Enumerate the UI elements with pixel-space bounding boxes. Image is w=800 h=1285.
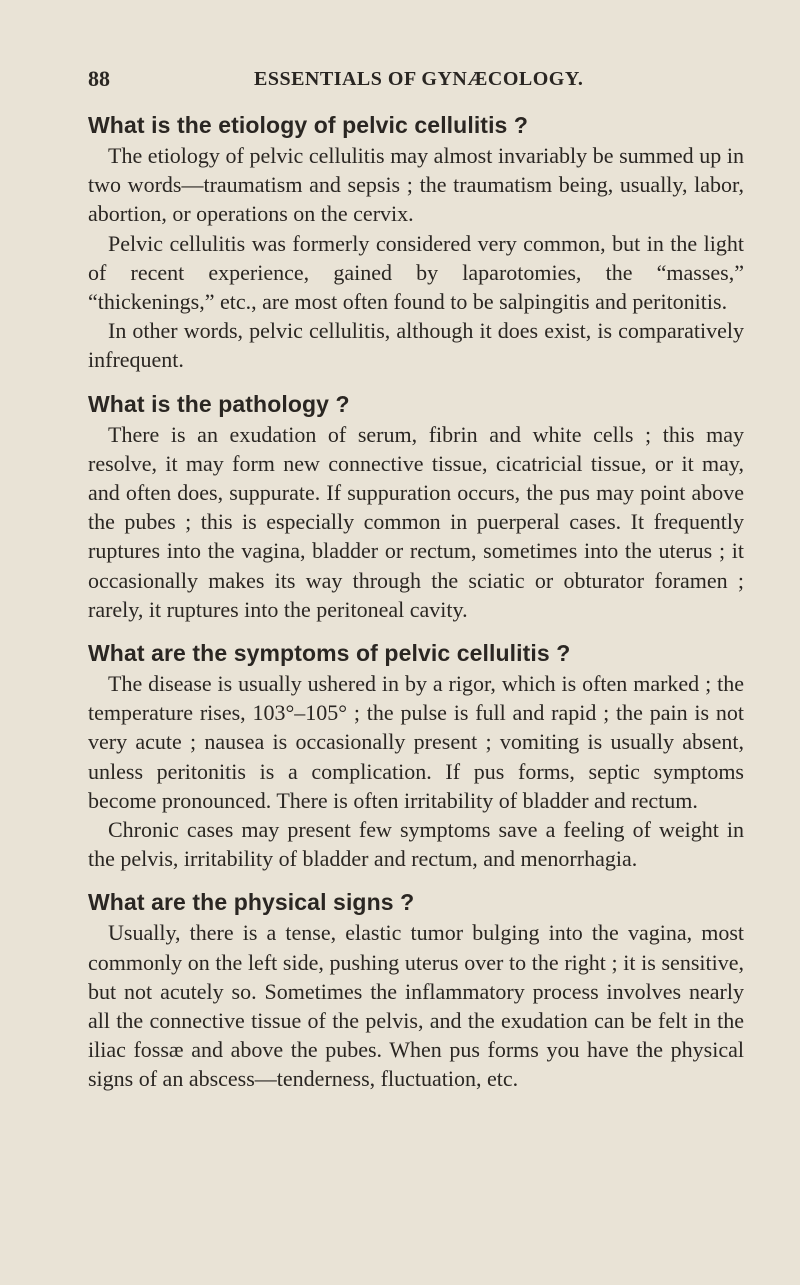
question-heading: What are the physical signs ? bbox=[88, 889, 415, 916]
section-etiology bbox=[88, 110, 744, 375]
question-heading: What are the symptoms of pelvic cellulitis ? bbox=[88, 640, 571, 667]
section-pathology bbox=[88, 389, 744, 624]
section-symptoms bbox=[88, 638, 744, 873]
paragraph: Pelvic cellulitis was formerly considered very common, but in the light of recent experience, gained by laparotomies, the “masses,” “thickenings,” etc., are most often found to be salpingitis and peritonitis. bbox=[88, 230, 744, 315]
paragraph: The etiology of pelvic cellulitis may almost invariably be summed up in two words—traumatism and sepsis ; the traumatism being, usually, labor, abortion, or operations on the cervix. bbox=[88, 143, 744, 227]
section-gap bbox=[88, 624, 744, 638]
paragraph: Chronic cases may present few symptoms save a feeling of weight in the pelvis, irritability of bladder and rectum, and menorrhagia. bbox=[88, 817, 744, 872]
paragraph: There is an exudation of serum, fibrin and white cells ; this may resolve, it may form new connective tissue, cicatricial tissue, or it may, and often does, suppurate. If suppuration occurs, the pus may point above the pubes ; this is especially common in puerperal cases. It frequently ruptures into the vagina, bladder or rectum, sometimes into the uterus ; it occasionally makes its way through the sciatic or obturator foramen ; rarely, it ruptures into the peritoneal cavity. bbox=[88, 421, 744, 622]
question-heading: What is the etiology of pelvic cellulitis ? bbox=[88, 112, 529, 138]
paragraph: Usually, there is a tense, elastic tumor bulging into the vagina, most commonly on the left side, pushing uterus over to the right ; it is sensitive, but not acutely so. Sometimes the inflammatory process involves nearly all the connective tissue of the pelvis, and the exudation can be felt in the iliac fossæ and above the pubes. When pus forms you have the physical signs of an abscess—tenderness, fluctuation, etc. bbox=[88, 920, 744, 1092]
running-head bbox=[88, 66, 744, 96]
paragraph: In other words, pelvic cellulitis, although it does exist, is comparatively infrequent. bbox=[88, 318, 744, 373]
section-gap bbox=[88, 873, 744, 887]
question-heading: What is the pathology ? bbox=[88, 390, 350, 417]
section-gap bbox=[88, 375, 744, 389]
running-title: ESSENTIALS OF GYNÆCOLOGY. bbox=[254, 68, 584, 90]
section-physical-signs bbox=[88, 887, 744, 1093]
paragraph: The disease is usually ushered in by a rigor, which is often marked ; the temperature rises, 103°–105° ; the pulse is full and rapid ; the pain is not very acute ; nausea is occasionally present ; vomiting is usually absent, unless peritonitis is a complication. If pus forms, septic symptoms become pronounced. There is often irritability of bladder and rectum. bbox=[88, 671, 744, 813]
page-number: 88 bbox=[88, 66, 110, 91]
